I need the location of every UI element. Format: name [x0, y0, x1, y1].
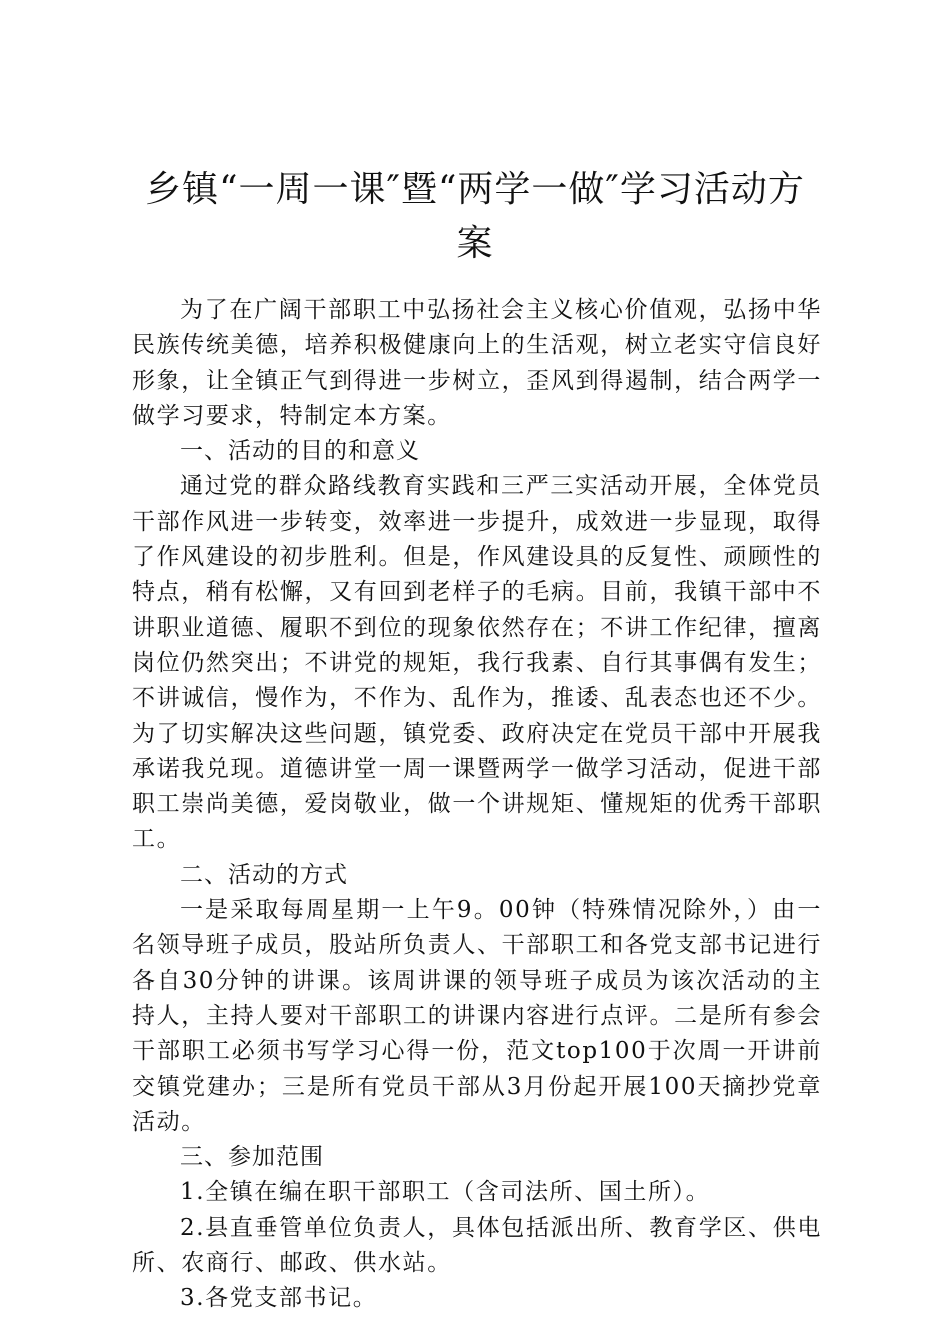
section-heading-scope: 三、参加范围 — [180, 1144, 324, 1171]
purpose-paragraph: 通过党的群众路线教育实践和三严三实活动开展，全体党员干部作风进一步转变，效率进一步提升，成效进一步显现，取得了作风建设的初步胜利。但是，作风建设具的反复性、顽顾性的特点，稍有松懈，又有回到老样子的毛病。目前，我镇干部中不讲职业道德、履职不到位的现象依然存在；不讲工作纪律，擅离岗位仍然突出；不讲党的规矩，我行我素、自行其事偶有发生；不讲诚信，慢作为，不作为、乱作为，推诿、乱表态也还不少。为了切实解决这些问题，镇党委、政府决定在党员干部中开展我承诺我兑现。道德讲堂一周一课暨两学一做学习活动，促进干部职工崇尚美德，爱岗敬业，做一个讲规矩、懂规矩的优秀干部职工。 — [132, 473, 822, 853]
section-heading-method: 二、活动的方式 — [180, 861, 348, 888]
scope-item-3: 3.各党支部书记。 — [180, 1285, 378, 1312]
document-title-continued: 案 — [456, 223, 494, 264]
intro-paragraph: 为了在广阔干部职工中弘扬社会主义核心价值观，弘扬中华民族传统美德，培养积极健康向上的生活观，树立老实守信良好形象，让全镇正气到得进一步树立，歪风到得遏制，结合两学一做学习要求，特制定本方案。 — [132, 297, 822, 429]
scope-item-1: 1.全镇在编在职干部职工（含司法所、国土所）。 — [180, 1179, 711, 1206]
scope-item-2: 2.县直垂管单位负责人，具体包括派出所、教育学区、供电所、农商行、邮政、供水站。 — [132, 1214, 822, 1277]
method-paragraph: 一是采取每周星期一上午9。00钟（特殊情况除外，）由一名领导班子成员，股站所负责人、干部职工和各党支部书记进行各自30分钟的讲课。该周讲课的领导班子成员为该次活动的主持人，主持人要对干部职工的讲课内容进行点评。二是所有参会干部职工必须书写学习心得一份，范文top100于次周一开讲前交镇党建办；三是所有党员干部从3月份起开展100天摘抄党章活动。 — [132, 897, 822, 1135]
document-title: 乡镇“一周一课″暨“两学一做″学习活动方 — [145, 169, 805, 210]
document-body — [132, 293, 822, 1317]
section-heading-purpose: 一、活动的目的和意义 — [180, 438, 420, 465]
